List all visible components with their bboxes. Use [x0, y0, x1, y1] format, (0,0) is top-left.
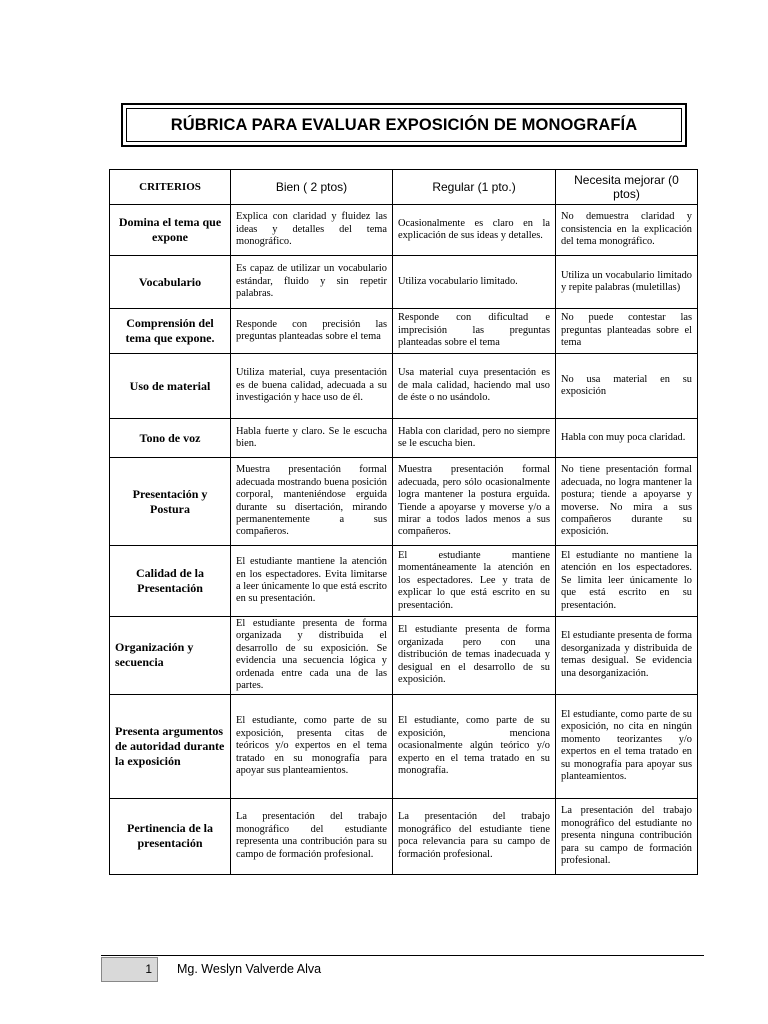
table-row [110, 458, 698, 546]
criterion-cell: Tono de voz [110, 419, 231, 458]
necesita-cell: Habla con muy poca claridad. [556, 419, 698, 458]
criterion-cell: Organización y secuencia [110, 617, 231, 695]
bien-cell: Explica con claridad y fluidez las ideas y detalles del tema monográfico. [231, 205, 393, 256]
regular-cell: El estudiante presenta de forma organizada pero con una distribución de temas inadecuada y desigual en el desarrollo de su exposición. [393, 617, 556, 695]
table-row [110, 205, 698, 256]
criterion-cell: Vocabulario [110, 256, 231, 309]
bien-cell: Utiliza material, cuya presentación es de buena calidad, adecuada a su investigación y hace uso de él. [231, 354, 393, 419]
header-row [110, 170, 698, 205]
regular-cell: Muestra presentación formal adecuada, pero sólo ocasionalmente logra mantener la postura erguida. Tiende a apoyarse y moverse y/o a mirar a todos lados menos a sus compañeros. [393, 458, 556, 546]
table-row [110, 354, 698, 419]
table-row [110, 798, 698, 874]
criterion-cell: Uso de material [110, 354, 231, 419]
footer-divider [101, 955, 704, 956]
header-criterios: CRITERIOS [110, 170, 231, 205]
necesita-cell: Utiliza un vocabulario limitado y repite palabras (muletillas) [556, 256, 698, 309]
header-regular: Regular (1 pto.) [393, 170, 556, 205]
regular-cell: El estudiante, como parte de su exposición, menciona ocasionalmente algún teórico y/o experto en el tema tratado en su monografía. [393, 694, 556, 798]
necesita-cell: La presentación del trabajo monográfico del estudiante no presenta ninguna contribución para su campo de formación profesional. [556, 798, 698, 874]
table-row [110, 309, 698, 354]
page-title: RÚBRICA PARA EVALUAR EXPOSICIÓN DE MONOGRAFÍA [170, 115, 638, 134]
table-row [110, 256, 698, 309]
regular-cell: La presentación del trabajo monográfico del estudiante tiene poca relevancia para su campo de formación profesional. [393, 798, 556, 874]
title-inner-box [126, 108, 682, 142]
necesita-cell: No demuestra claridad y consistencia en la explicación del tema monográfico. [556, 205, 698, 256]
necesita-cell: El estudiante presenta de forma desorganizada y distribuida de temas desigual. Se evidencia una desorganización. [556, 617, 698, 695]
bien-cell: El estudiante, como parte de su exposición, presenta citas de teóricos y/o expertos en el tema tratado en su monografía para apoyar sus planteamientos. [231, 694, 393, 798]
header-necesita: Necesita mejorar (0 ptos) [556, 170, 698, 205]
bien-cell: El estudiante mantiene la atención en los espectadores. Evita limitarse a leer únicamente lo que está escrito en su presentación. [231, 546, 393, 617]
bien-cell: El estudiante presenta de forma organizada y distribuida el desarrollo de su exposición. Se evidencia una secuencia lógica y ordenada entre cada una de las partes. [231, 617, 393, 695]
bien-cell: Muestra presentación formal adecuada mostrando buena posición corporal, manteniéndose erguida durante su disertación, mirando permanentemente a sus compañeros. [231, 458, 393, 546]
necesita-cell: No tiene presentación formal adecuada, no logra mantener la postura; tiende a apoyarse y moverse. No mira a sus compañeros durante su exposición. [556, 458, 698, 546]
regular-cell: Habla con claridad, pero no siempre se le escucha bien. [393, 419, 556, 458]
criterion-cell: Pertinencia de la presentación [110, 798, 231, 874]
criterion-cell: Calidad de la Presentación [110, 546, 231, 617]
regular-cell: Responde con dificultad e imprecisión las preguntas planteadas sobre el tema [393, 309, 556, 354]
criterion-cell: Presentación y Postura [110, 458, 231, 546]
header-bien: Bien ( 2 ptos) [231, 170, 393, 205]
table-row [110, 617, 698, 695]
necesita-cell: El estudiante, como parte de su exposición, no cita en ningún momento teorizantes y/o expertos en el tema tratado en su monografía para apoyar sus planteamientos. [556, 694, 698, 798]
criterion-cell: Comprensión del tema que expone. [110, 309, 231, 354]
bien-cell: Habla fuerte y claro. Se le escucha bien. [231, 419, 393, 458]
bien-cell: La presentación del trabajo monográfico del estudiante representa una contribución para su campo de formación profesional. [231, 798, 393, 874]
table-row [110, 419, 698, 458]
necesita-cell: No puede contestar las preguntas planteadas sobre el tema [556, 309, 698, 354]
page-number: 1 [101, 957, 158, 982]
footer-author: Mg. Weslyn Valverde Alva [177, 962, 322, 976]
regular-cell: Ocasionalmente es claro en la explicación de sus ideas y detalles. [393, 205, 556, 256]
necesita-cell: No usa material en su exposición [556, 354, 698, 419]
bien-cell: Es capaz de utilizar un vocabulario estándar, fluido y sin repetir palabras. [231, 256, 393, 309]
rubric-table [109, 169, 698, 875]
regular-cell: Utiliza vocabulario limitado. [393, 256, 556, 309]
necesita-cell: El estudiante no mantiene la atención en los espectadores. Se limita leer únicamente lo que está escrito en su presentación. [556, 546, 698, 617]
criterion-cell: Presenta argumentos de autoridad durante la exposición [110, 694, 231, 798]
table-row [110, 546, 698, 617]
criterion-cell: Domina el tema que expone [110, 205, 231, 256]
regular-cell: El estudiante mantiene momentáneamente la atención en los espectadores. Lee y trata de explicar lo que está escrito en su presentación. [393, 546, 556, 617]
title-box [121, 103, 687, 147]
table-row [110, 694, 698, 798]
bien-cell: Responde con precisión las preguntas planteadas sobre el tema [231, 309, 393, 354]
regular-cell: Usa material cuya presentación es de mala calidad, haciendo mal uso de éste o no usándolo. [393, 354, 556, 419]
